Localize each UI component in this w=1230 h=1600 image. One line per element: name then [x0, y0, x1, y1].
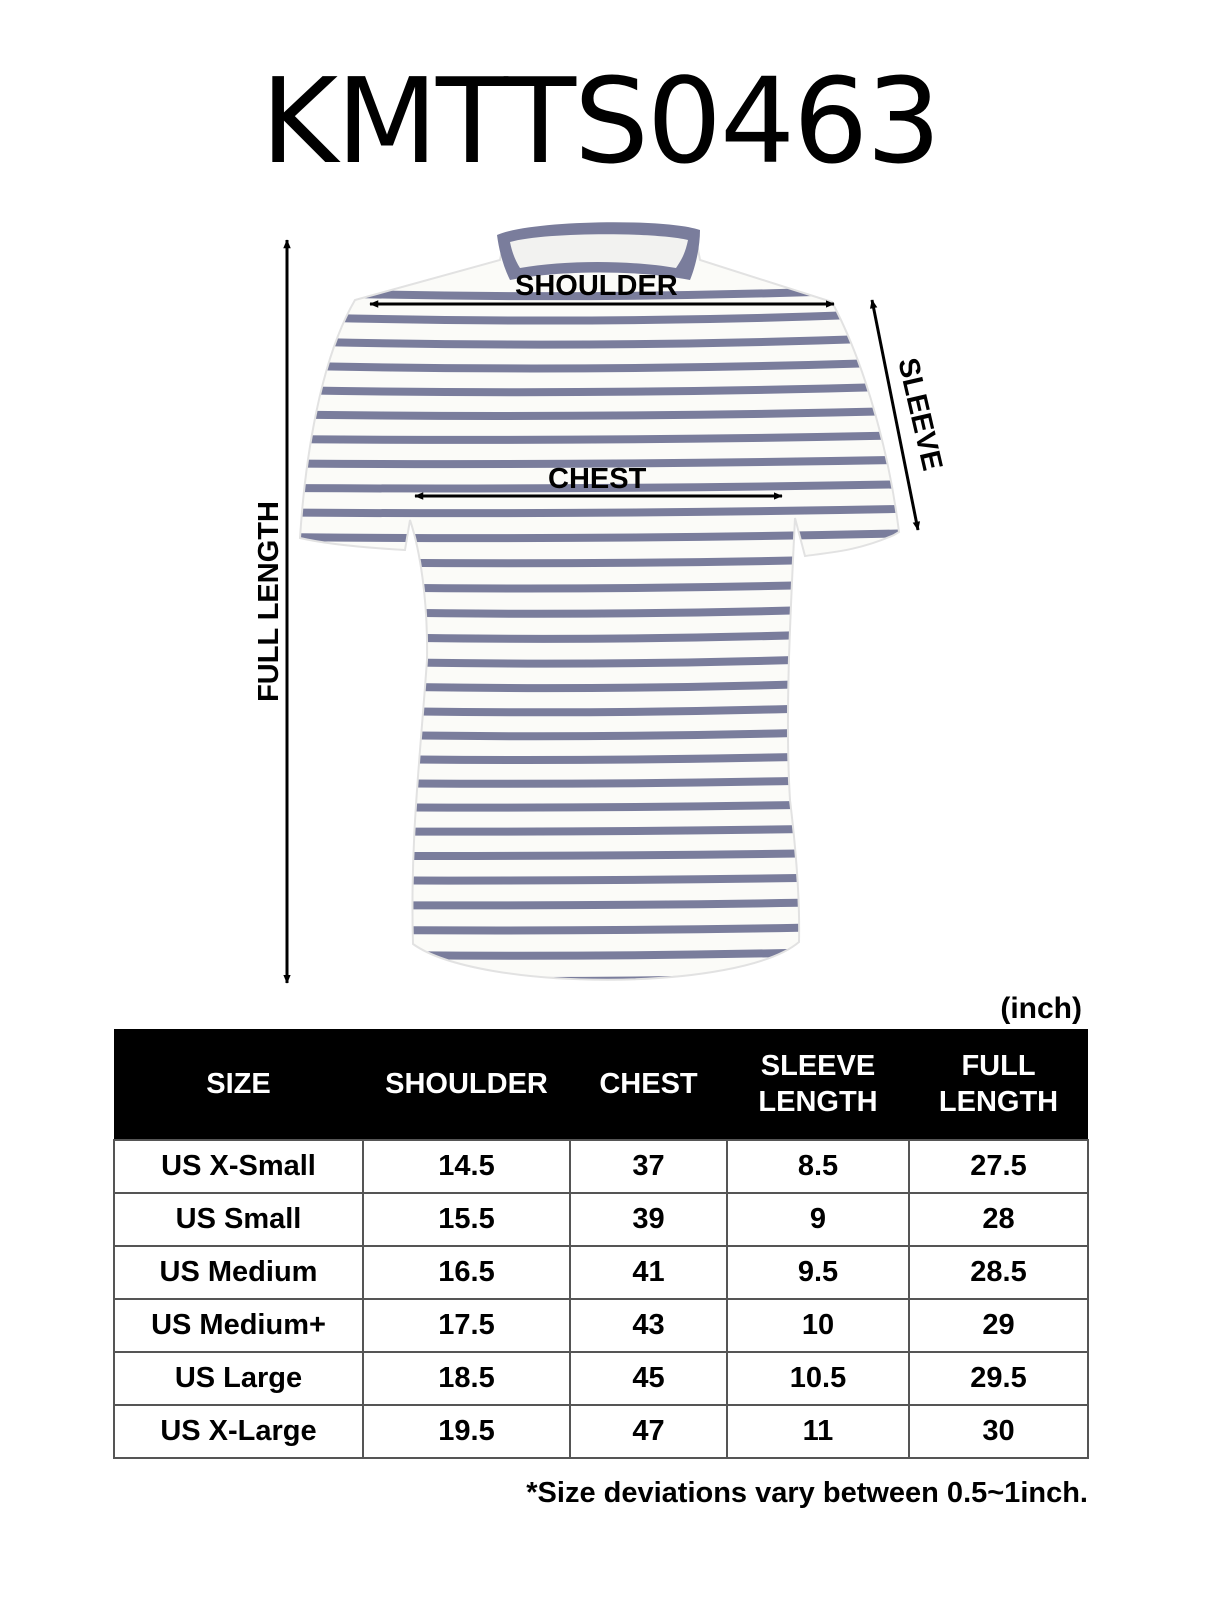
chest-label: CHEST [548, 463, 647, 495]
header-chest: CHEST [570, 1029, 727, 1140]
full-length-cell: 30 [909, 1405, 1088, 1458]
shirt-stripe [280, 435, 920, 440]
size-cell: US Medium+ [114, 1299, 363, 1352]
chest-cell: 47 [570, 1405, 727, 1458]
header-size: SIZE [114, 1029, 363, 1140]
shoulder-cell: 19.5 [363, 1405, 570, 1458]
shirt-stripe [280, 509, 920, 514]
tshirt-measurement-diagram [0, 200, 1230, 1010]
sleeve-length-cell: 10.5 [727, 1352, 909, 1405]
full-length-cell: 28.5 [909, 1246, 1088, 1299]
shirt-stripe [280, 901, 920, 906]
sleeve-length-cell: 11 [727, 1405, 909, 1458]
full-length-cell: 27.5 [909, 1140, 1088, 1193]
table-row [114, 1193, 1088, 1246]
chest-cell: 37 [570, 1140, 727, 1193]
size-cell: US Large [114, 1352, 363, 1405]
product-code-title: KMTTS0463 [260, 52, 940, 190]
table-row [114, 1246, 1088, 1299]
full-length-cell: 29.5 [909, 1352, 1088, 1405]
table-row [114, 1299, 1088, 1352]
full-length-label: FULL LENGTH [252, 501, 285, 702]
shoulder-cell: 17.5 [363, 1299, 570, 1352]
shoulder-label: SHOULDER [515, 270, 678, 302]
sleeve-length-cell: 9.5 [727, 1246, 909, 1299]
shoulder-cell: 14.5 [363, 1140, 570, 1193]
sleeve-length-cell: 9 [727, 1193, 909, 1246]
tshirt-illustration [0, 200, 1230, 1010]
table-row [114, 1140, 1088, 1193]
size-cell: US Medium [114, 1246, 363, 1299]
chest-cell: 39 [570, 1193, 727, 1246]
table-header-row [114, 1029, 1088, 1140]
sleeve-length-cell: 10 [727, 1299, 909, 1352]
shoulder-cell: 15.5 [363, 1193, 570, 1246]
shirt-stripe [280, 803, 920, 808]
size-cell: US Small [114, 1193, 363, 1246]
unit-label: (inch) [1000, 992, 1082, 1025]
shirt-stripe [280, 827, 920, 832]
size-deviation-note: *Size deviations vary between 0.5~1inch. [526, 1477, 1088, 1509]
header-shoulder: SHOULDER [363, 1029, 570, 1140]
sleeve-label: SLEEVE [891, 355, 949, 474]
header-full-length: FULL LENGTH [909, 1029, 1088, 1140]
chest-cell: 43 [570, 1299, 727, 1352]
header-sleeve-length: SLEEVE LENGTH [727, 1029, 909, 1140]
size-cell: US X-Large [114, 1405, 363, 1458]
size-chart-table [113, 1029, 1089, 1459]
size-cell: US X-Small [114, 1140, 363, 1193]
full-length-cell: 29 [909, 1299, 1088, 1352]
shirt-stripe [280, 876, 920, 881]
sleeve-length-cell: 8.5 [727, 1140, 909, 1193]
table-row [114, 1352, 1088, 1405]
table-row [114, 1405, 1088, 1458]
full-length-cell: 28 [909, 1193, 1088, 1246]
shoulder-cell: 16.5 [363, 1246, 570, 1299]
shirt-stripe [280, 852, 920, 857]
shoulder-cell: 18.5 [363, 1352, 570, 1405]
chest-cell: 45 [570, 1352, 727, 1405]
chest-cell: 41 [570, 1246, 727, 1299]
